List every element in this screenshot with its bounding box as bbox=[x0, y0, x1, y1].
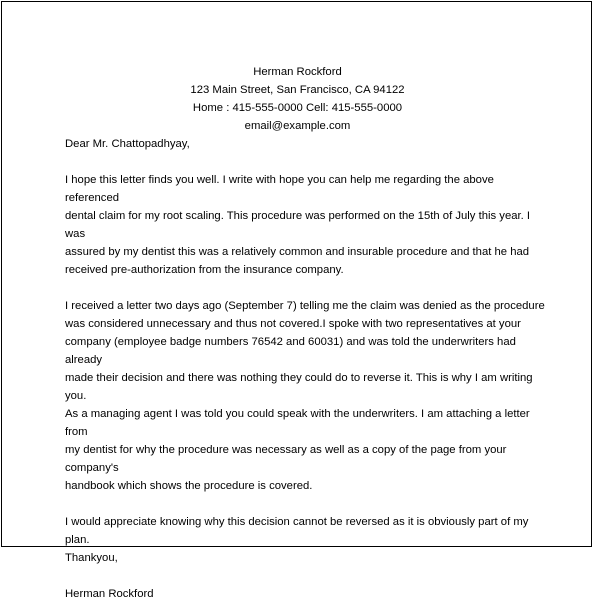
letter-body bbox=[65, 63, 545, 603]
signature-name: Herman Rockford bbox=[65, 588, 154, 600]
sender-name: Herman Rockford bbox=[253, 66, 342, 78]
sender-email: email@example.com bbox=[244, 120, 351, 132]
paragraph-intro: I hope this letter finds you well. I write with hope you can help me regarding the above referenced dental claim for my root scaling. This procedure was performed on the 15th of July this year. I was assured by my dentist this was a relatively common and insurable procedure and that he had received pre-authorization from the insurance company. bbox=[65, 174, 531, 276]
paragraph-details: I received a letter two days ago (September 7) telling me the claim was denied as the procedure was considered unnecessary and thus not covered.I spoke with two representatives at your company (employee badge numbers 76542 and 60031) and was told the underwriters had already made their decision and there was nothing they could do to reverse it. This is why I am writing you. As a managing agent I was told you could speak with the underwriters. I am attaching a letter from my dentist for why the procedure was necessary as well as a copy of the page from your company's handbook which shows the procedure is covered. bbox=[65, 300, 545, 492]
sender-phones: Home : 415-555-0000 Cell: 415-555-0000 bbox=[192, 102, 403, 114]
sender-address: 123 Main Street, San Francisco, CA 94122 bbox=[190, 84, 405, 96]
letter-page bbox=[1, 1, 592, 600]
salutation: Dear Mr. Chattopadhyay, bbox=[65, 138, 190, 150]
sender-header bbox=[2, 63, 593, 135]
paragraph-closing: I would appreciate knowing why this decision cannot be reversed as it is obviously part of my plan. Thankyou, bbox=[65, 516, 529, 564]
